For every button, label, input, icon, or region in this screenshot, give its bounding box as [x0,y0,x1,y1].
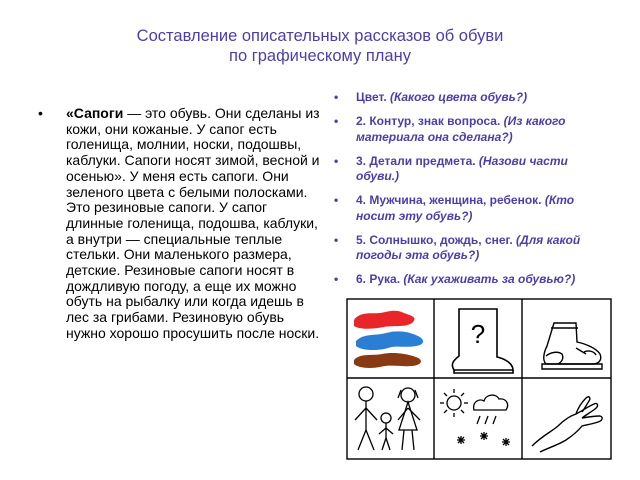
red-blob [354,311,414,329]
plan-hint: (Кто носит эту обувь?) [356,193,575,223]
plan-item-2 [334,114,614,145]
plan-item-5 [334,233,614,264]
slide-title-line2: по графическому плану [229,47,411,65]
story-bullet: • [38,105,43,121]
plan-hint: (Какого цвета обувь?) [386,90,528,104]
story-body: — это обувь. Они сделаны из кожи, они кожаные. У сапог есть голенища, молнии, носки, подошвы, каблуки. Сапоги носят зимой, весной и осенью». У меня есть сапоги. Они зеленого цвета с белыми полосками. Это резиновые сапоги. У сапог длинные голенища, подошва, каблуки, а внутри — специальные теплые стельки. Они маленького размера, детские. Резиновые сапоги носят в дождливую погоду, а еще их можно обуть на рыбалку или когда идешь в лес за грибами. Резиновую обувь нужно хорошо просушить после носки. [66,105,320,341]
plan-list [334,90,614,296]
plan-label: 2. Контур, знак вопроса. [356,114,501,128]
plan-label: 5. Солнышко, дождь, снег. [356,232,513,247]
plan-bullet: • [334,232,339,247]
slide-title-line1: Составление описательных рассказов об обуви [136,27,504,45]
plan-bullet: • [334,114,339,128]
plan-item-4 [334,193,614,224]
story-block [38,106,320,342]
plan-item-6 [334,272,614,288]
hand-icon [532,397,602,452]
family-icon [355,387,420,450]
plan-label: 3. Детали предмета. [356,153,476,168]
plan-bullet: • [334,193,339,207]
plan-bullet: • [334,90,339,104]
plan-bullet: • [334,272,339,286]
weather-icon [440,389,510,446]
story-lead: «Сапоги [66,105,124,121]
plan-hint: (Назови части обуви.) [356,153,568,183]
shoe-details-icon [542,323,602,369]
brown-blob [354,353,421,368]
plan-hint: (Для какой погоды эта обувь?) [356,232,581,262]
slide-title [40,26,600,66]
boot-question-icon [452,309,513,373]
plan-label: 4. Мужчина, женщина, ребенок. [356,193,542,207]
plan-item-1 [334,90,614,106]
question-mark: ? [470,319,486,349]
story-text [66,106,320,342]
plan-item-3 [334,154,614,185]
plan-bullet: • [334,153,339,168]
blue-blob [356,331,423,350]
plan-hint: (Как ухаживать за обувью?) [400,272,576,286]
color-blobs-icon [354,311,423,368]
plan-hint: (Из какого материала она сделана?) [356,114,566,144]
plan-label: Цвет. [356,90,387,104]
plan-label: 6. Рука. [356,272,401,286]
pictogram-grid [346,298,612,460]
